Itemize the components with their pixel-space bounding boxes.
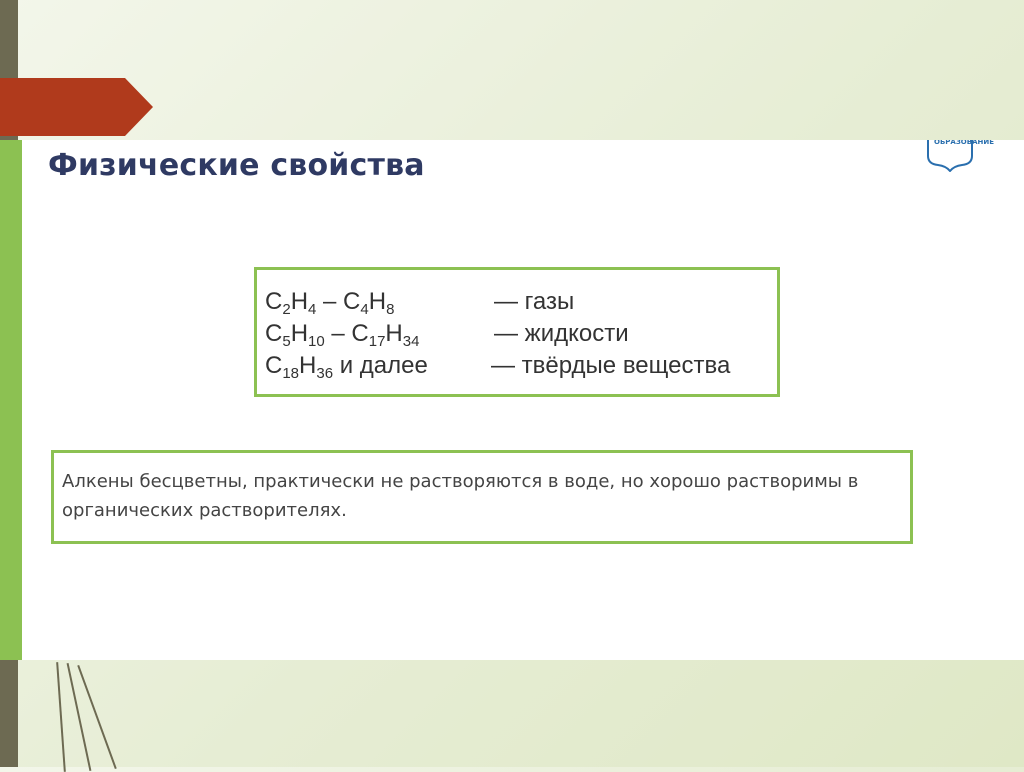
- formula-subscript: 18: [282, 365, 300, 382]
- formula: [265, 352, 428, 382]
- logo-text: ОБРАЗОВАНИЕ: [934, 140, 995, 146]
- slide-title: Физические свойства: [48, 148, 425, 183]
- formula-text: H: [299, 352, 317, 379]
- bottom-decorative-line: [67, 663, 92, 771]
- red-arrow-decoration: [0, 78, 155, 136]
- formula-subscript: 4: [360, 301, 369, 318]
- formula-subscript: 34: [402, 333, 420, 350]
- bottom-decorative-line: [77, 665, 117, 769]
- state-label: — жидкости: [494, 320, 629, 347]
- formula-subscript: 36: [316, 365, 334, 382]
- formula: [265, 320, 419, 350]
- formula-text: H: [385, 320, 403, 347]
- formula-text: H: [368, 288, 387, 315]
- formula-row: [265, 288, 777, 320]
- formula-row: [265, 320, 777, 352]
- formula-text: H: [290, 320, 309, 347]
- formula-text: C: [265, 288, 283, 315]
- formula-box: [254, 267, 780, 397]
- state-label: — газы: [494, 288, 575, 315]
- formula-text: и далее: [333, 352, 428, 379]
- description-text: Алкены бесцветны, практически не растворяются в воде, но хорошо растворимы в органических растворителях.: [62, 471, 859, 521]
- formula-text: C: [265, 352, 283, 379]
- formula-subscript: 2: [282, 301, 291, 318]
- formula-text: H: [290, 288, 309, 315]
- formula-subscript: 10: [308, 333, 325, 350]
- formula-row: [265, 352, 777, 384]
- formula-subscript: 4: [308, 301, 317, 318]
- description-box: [51, 450, 913, 544]
- bottom-decorative-line: [56, 662, 66, 772]
- formula-text: – C: [324, 320, 369, 347]
- formula: [265, 288, 394, 318]
- formula-subscript: 8: [386, 301, 395, 318]
- slide-content: [22, 140, 1024, 660]
- left-green-accent: [0, 140, 22, 660]
- logo: [926, 140, 996, 172]
- formula-text: – C: [316, 288, 361, 315]
- formula-subscript: 17: [368, 333, 386, 350]
- state-label: — твёрдые вещества: [491, 352, 731, 379]
- formula-text: C: [265, 320, 283, 347]
- formula-subscript: 5: [282, 333, 291, 350]
